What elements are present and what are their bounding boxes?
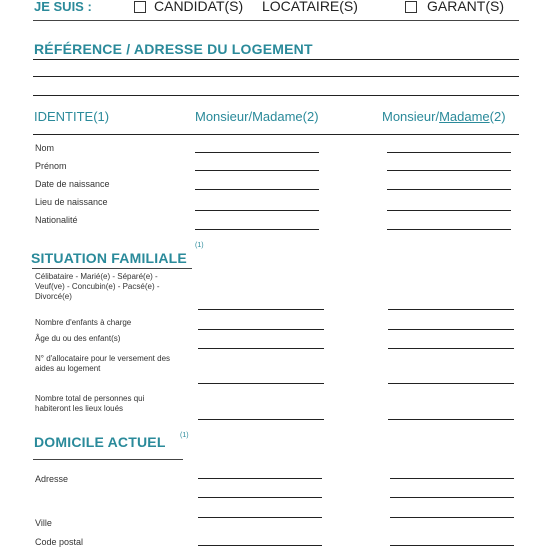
nationalite-line-2[interactable] [387,229,511,230]
adresse-label: Adresse [35,474,69,484]
situation-note: (1) [195,242,204,249]
date-naissance-line-2[interactable] [387,189,511,190]
col2-part-a: Monsieur/ [382,109,440,124]
reference-title: RÉFÉRENCE / ADRESSE DU LOGEMENT [34,41,313,57]
ville-line-2[interactable] [390,517,514,518]
lieu-naissance-line-1[interactable] [195,210,319,211]
domicile-underline [33,459,183,460]
ages-line-1[interactable] [198,348,324,349]
code-postal-label: Code postal [35,537,84,547]
adresse-line-2a[interactable] [390,478,514,479]
code-postal-line-2[interactable] [390,545,514,546]
header-divider [33,20,519,21]
identite-col2-header [382,109,506,124]
field-prenom-label: Prénom [35,161,67,171]
allocataire-label: N° d'allocataire pour le versement des aides au logement [35,354,171,373]
total-line-1[interactable] [198,419,324,420]
ville-label: Ville [35,518,52,528]
ville-line-1[interactable] [198,517,322,518]
reference-line-3[interactable] [33,95,519,96]
date-naissance-line-1[interactable] [195,189,319,190]
ages-label: Âge du ou des enfant(s) [35,334,121,343]
col2-part-b: Madame [439,109,490,124]
locataire-label: LOCATAIRE(S) [262,0,358,14]
je-suis-label: JE SUIS : [34,0,92,14]
identite-col1-header: Monsieur/Madame(2) [195,109,319,124]
situation-title: SITUATION FAMILIALE [31,250,187,266]
domicile-title: DOMICILE ACTUEL [34,434,166,450]
enfants-line-1[interactable] [198,329,324,330]
field-nationalite-label: Nationalité [35,215,78,225]
adresse-line-1a[interactable] [198,478,322,479]
situation-underline [32,268,192,269]
nom-line-1[interactable] [195,152,319,153]
candidat-label: CANDIDAT(S) [154,0,244,14]
reference-line-1[interactable] [33,59,519,60]
identite-divider [33,134,519,135]
garant-checkbox[interactable] [405,1,417,13]
identite-title: IDENTITE(1) [34,109,110,124]
status-line-1[interactable] [198,309,324,310]
candidat-checkbox[interactable] [134,1,146,13]
enfants-label: Nombre d'enfants à charge [35,318,132,327]
prenom-line-1[interactable] [195,170,319,171]
status-options-text: Célibataire - Marié(e) - Séparé(e) - Veuf(ve) - Concubin(e) - Pacsé(e) - Divorcé(e) [35,272,160,301]
field-nom-label: Nom [35,143,55,153]
domicile-note: (1) [180,432,189,439]
status-line-2[interactable] [388,309,514,310]
prenom-line-2[interactable] [387,170,511,171]
total-personnes-label: Nombre total de personnes qui habiteront les lieux loués [35,394,145,413]
field-lieu-naissance-label: Lieu de naissance [35,197,108,207]
nom-line-2[interactable] [387,152,511,153]
allocataire-line-2[interactable] [388,383,514,384]
adresse-line-2b[interactable] [390,497,514,498]
lieu-naissance-line-2[interactable] [387,210,511,211]
nationalite-line-1[interactable] [195,229,319,230]
enfants-line-2[interactable] [388,329,514,330]
field-date-naissance-label: Date de naissance [35,179,110,189]
total-line-2[interactable] [388,419,514,420]
garant-label: GARANT(S) [427,0,504,14]
allocataire-line-1[interactable] [198,383,324,384]
ages-line-2[interactable] [388,348,514,349]
reference-line-2[interactable] [33,76,519,77]
code-postal-line-1[interactable] [198,545,322,546]
adresse-line-1b[interactable] [198,497,322,498]
col2-part-c: (2) [489,109,506,124]
